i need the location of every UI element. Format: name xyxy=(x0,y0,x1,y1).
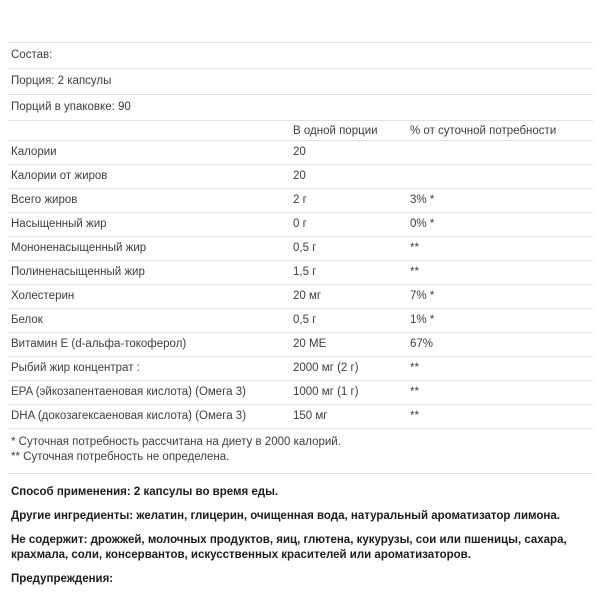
footnote-not-established: ** Суточная потребность не определена. xyxy=(11,451,230,463)
facts-row xyxy=(8,356,593,380)
facts-row xyxy=(8,140,593,164)
facts-row xyxy=(8,164,593,188)
nutrient-daily-value: ** xyxy=(410,386,419,398)
nutrient-daily-value: 7% * xyxy=(410,290,435,302)
facts-row xyxy=(8,308,593,332)
directions-text: Способ применения: 2 капсулы во время еды. xyxy=(11,486,279,498)
facts-row xyxy=(8,260,593,284)
info-row-composition xyxy=(8,42,593,68)
serving-size-label: Порция: 2 капсулы xyxy=(11,75,112,87)
composition-label: Состав: xyxy=(11,49,53,61)
nutrient-amount: 20 мг xyxy=(293,290,322,302)
nutrient-amount: 0 г xyxy=(293,218,307,230)
nutrient-amount: 0,5 г xyxy=(293,242,317,254)
nutrient-name: Калории xyxy=(11,146,57,158)
nutrient-amount: 1000 мг (1 г) xyxy=(293,386,359,398)
nutrient-name: Витамин E (d-альфа-токоферол) xyxy=(11,338,187,350)
nutrient-amount: 1,5 г xyxy=(293,266,317,278)
nutrient-amount: 150 мг xyxy=(293,410,328,422)
nutrient-daily-value: ** xyxy=(410,242,419,254)
facts-row xyxy=(8,236,593,260)
servings-per-container-label: Порций в упаковке: 90 xyxy=(11,101,131,113)
nutrient-amount: 0,5 г xyxy=(293,314,317,326)
nutrient-daily-value: 3% * xyxy=(410,194,435,206)
nutrient-name: Белок xyxy=(11,314,43,326)
nutrient-amount: 20 xyxy=(293,146,306,158)
nutrient-daily-value: ** xyxy=(410,410,419,422)
facts-row xyxy=(8,188,593,212)
facts-row xyxy=(8,380,593,404)
nutrient-name: Холестерин xyxy=(11,290,75,302)
footnotes-block xyxy=(8,428,593,474)
supplement-facts-table xyxy=(8,42,593,596)
nutrient-daily-value: ** xyxy=(410,362,419,374)
daily-value-column-header: % от суточной потребности xyxy=(410,125,557,137)
nutrient-amount: 2000 мг (2 г) xyxy=(293,362,359,374)
nutrient-name: Полиненасыщенный жир xyxy=(11,266,145,278)
usage-info-block xyxy=(8,474,593,587)
warnings-heading: Предупреждения: xyxy=(11,573,114,585)
facts-rows xyxy=(8,140,593,428)
nutrient-daily-value: ** xyxy=(410,266,419,278)
facts-row xyxy=(8,404,593,428)
nutrient-name: DHA (докозагексаеновая кислота) (Омега 3) xyxy=(11,410,247,422)
nutrient-name: Всего жиров xyxy=(11,194,78,206)
nutrient-name: Калории от жиров xyxy=(11,170,108,182)
nutrient-amount: 20 xyxy=(293,170,306,182)
nutrient-name: Рыбий жир концентрат : xyxy=(11,362,140,374)
nutrient-daily-value: 0% * xyxy=(410,218,435,230)
nutrient-name: Насыщенный жир xyxy=(11,218,107,230)
info-row-servings-per-container xyxy=(8,94,593,120)
nutrient-name: Мононенасыщенный жир xyxy=(11,242,147,254)
amount-column-header: В одной порции xyxy=(293,125,378,137)
other-ingredients-text: Другие ингредиенты: желатин, глицерин, очищенная вода, натуральный ароматизатор лимона. xyxy=(11,510,560,522)
contains-no-text: Не содержит: дрожжей, молочных продуктов, яиц, глютена, кукурузы, сои или пшеницы, сахара, крахмала, соли, консервантов, искусственных красителей или ароматизаторов. xyxy=(11,534,567,561)
nutrient-name: EPA (эйкозапентаеновая кислота) (Омега 3) xyxy=(11,386,246,398)
nutrient-amount: 2 г xyxy=(293,194,307,206)
facts-row xyxy=(8,284,593,308)
facts-row xyxy=(8,332,593,356)
nutrient-daily-value: 67% xyxy=(410,338,434,350)
nutrient-daily-value: 1% * xyxy=(410,314,435,326)
nutrient-amount: 20 МЕ xyxy=(293,338,327,350)
footnote-daily-value: * Суточная потребность рассчитана на диету в 2000 калорий. xyxy=(11,436,341,448)
info-row-serving-size xyxy=(8,68,593,94)
facts-header-row xyxy=(8,120,593,140)
facts-row xyxy=(8,212,593,236)
